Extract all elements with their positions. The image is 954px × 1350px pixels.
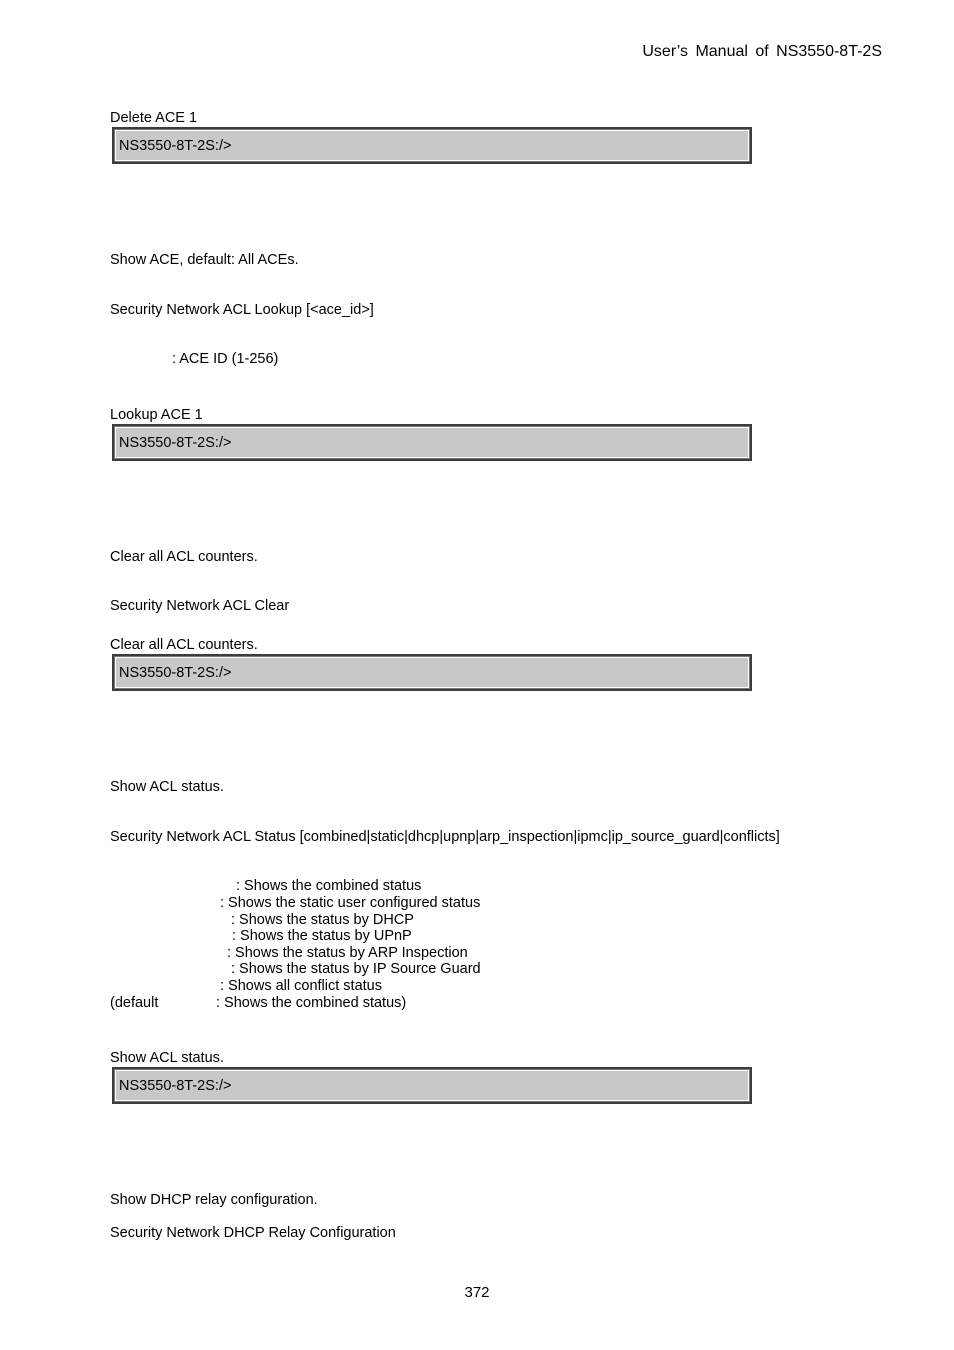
command-description: Show DHCP relay configuration.: [110, 1192, 318, 1208]
page-number: 372: [464, 1284, 490, 1301]
cli-box: [112, 1067, 752, 1104]
page-header: User’s Manual of NS3550-8T-2S: [642, 43, 882, 60]
cli-box: [112, 127, 752, 164]
example-label: Show ACL status.: [110, 1050, 224, 1066]
cli-box: [112, 424, 752, 461]
parameter-description: : Shows the status by UPnP: [232, 928, 412, 944]
example-label: Delete ACE 1: [110, 110, 198, 126]
parameter-description: : Shows all conflict status: [220, 978, 382, 994]
cli-prompt: NS3550-8T-2S:/>: [115, 657, 749, 688]
command-syntax: Security Network DHCP Relay Configuration: [110, 1225, 396, 1241]
cli-box: [112, 654, 752, 691]
example-label: Lookup ACE 1: [110, 407, 203, 423]
command-syntax: Security Network ACL Lookup [<ace_id>]: [110, 302, 374, 318]
parameter-description: : Shows the combined status: [236, 878, 422, 894]
cli-prompt: NS3550-8T-2S:/>: [115, 427, 749, 458]
cli-prompt: NS3550-8T-2S:/>: [115, 1070, 749, 1101]
parameter-default-label: (default: [110, 995, 159, 1011]
parameter-description: : Shows the combined status): [216, 995, 407, 1011]
command-syntax: Security Network ACL Clear: [110, 598, 290, 614]
parameter-description: : Shows the status by ARP Inspection: [227, 945, 468, 961]
command-description: Show ACE, default: All ACEs.: [110, 252, 299, 268]
command-description: Clear all ACL counters.: [110, 549, 258, 565]
parameter-description: : Shows the status by IP Source Guard: [231, 961, 481, 977]
command-description: Show ACL status.: [110, 779, 224, 795]
example-label: Clear all ACL counters.: [110, 637, 258, 653]
parameter-description: : Shows the status by DHCP: [231, 912, 414, 928]
command-syntax: Security Network ACL Status [combined|static|dhcp|upnp|arp_inspection|ipmc|ip_source_guard|conflicts]: [110, 829, 780, 845]
parameter-description: : ACE ID (1-256): [172, 351, 279, 367]
cli-prompt: NS3550-8T-2S:/>: [115, 130, 749, 161]
parameter-description: : Shows the static user configured status: [220, 895, 481, 911]
